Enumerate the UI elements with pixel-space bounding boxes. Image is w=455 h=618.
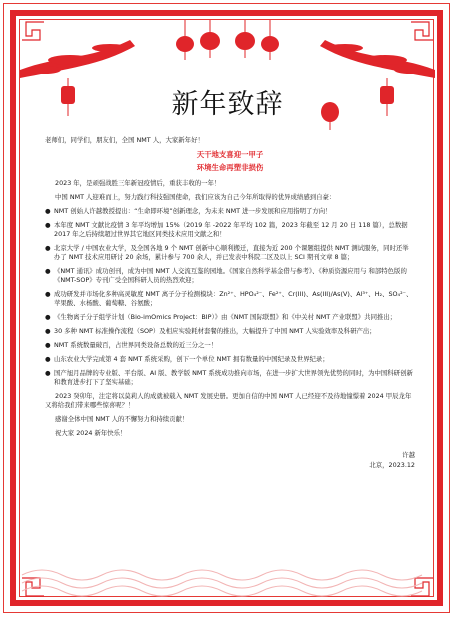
bullet-icon: ●	[45, 369, 51, 377]
bullet-icon: ●	[45, 355, 51, 363]
bullet-icon: ●	[45, 313, 51, 321]
thanks-line: 感谢全体中国 NMT 人的不懈努力和持续贡献！	[55, 415, 189, 423]
bullet-icon: ●	[45, 290, 51, 298]
pine-branch-left-icon	[20, 40, 135, 78]
list-item: ● 30 多种 NMT 标准操作流程（SOP）及相应实验耗材套餐的推出，大幅提升了中国 NMT 人实验效率及科研产出；	[45, 327, 376, 335]
list-item: ● 山东农业大学完成第 4 套 NMT 系统采购，创下一个单位 NMT 拥有数量的中国纪录及世界纪录；	[45, 355, 329, 363]
outlook-paragraph: 2023 癸卯年，注定将以莫莉人的成就被载入 NMT 发展史册。更加自信的中国 NMT 人已经迎不及待地憧憬着 2024 甲辰龙年又将给我们带来哪些惊喜呢？！	[45, 392, 412, 409]
greeting: 老师们，同学们，朋友们，全国 NMT 人，大家新年好！	[45, 136, 204, 144]
bullet-icon: ●	[45, 267, 51, 275]
bullet-icon: ●	[45, 244, 51, 252]
list-item: ● 成功研发并市场化多种高灵敏度 NMT 离子分子检测模块：Zn²⁺、HPO₄²⁻、Fe²⁺、Cr(III)、As(III)/As(V)、Al³⁺、H₂、SO₄²⁻、苹果酸、水杨酸、葡萄糖、谷氨酸；	[45, 290, 413, 307]
list-item: ● 《生物离子分子组学计划（Bio-imOmics Project：BIP）》由《NMT 国际联盟》和《中关村 NMT 产业联盟》共同推出；	[45, 313, 397, 321]
wish-line: 祝大家 2024 新年快乐！	[55, 429, 127, 437]
letter-body	[45, 136, 415, 470]
bullet-icon: ●	[45, 221, 51, 229]
intro-paragraph: 2023 年，是顽强战胜三年新冠疫情后，重获丰收的一年！	[55, 179, 221, 187]
bottom-wave-pattern	[22, 570, 422, 596]
bullet-icon: ●	[45, 327, 51, 335]
signature-place-date: 北京，2023.12	[369, 461, 415, 469]
list-item: ● 北京大学 / 中国农业大学，及全国各地 9 个 NMT 创新中心顺利搬迁，直接为近 200 个课题组提供 NMT 测试服务，同时还举办了 NMT 技术应用研讨 20 余场，累计参与 700 余人，并已发表中科院二区及以上 SCI 期刊文章 8 篇；	[45, 244, 409, 261]
pine-branch-right-icon	[320, 40, 435, 78]
subtitles	[45, 150, 415, 173]
subtitle-1: 天干地支喜迎一甲子	[196, 150, 264, 159]
signature-block	[45, 450, 415, 470]
list-item: ● 《NMT 通讯》成功创刊，成为中国 NMT 人交流互鉴的园地。《国家自然科学基金借与参考》、《种质资源应用与 和部特色版的《NMT-SOP》专刊广受全国科研人员的热烈欢迎；	[45, 267, 407, 284]
list-item: ● 国产旭月品牌的专业版、平台版、AI 版、教学版 NMT 系统成功推向市场，在进一步扩大世界领先优势的同时，为中国科研创新和教育进步打下了坚实基础；	[45, 369, 413, 386]
intro-paragraph-2: 中国 NMT 人迎难而上，努力践行科技强国使命，我们应该为自己今年所取得的优异成绩感到自豪：	[55, 193, 336, 201]
bullet-icon: ●	[45, 341, 51, 349]
signature-name: 许越	[402, 451, 415, 459]
list-item: ● NMT 系统数量破百，占世界同类设备总数的近三分之一！	[45, 341, 218, 349]
list-item: ● NMT 创始人许越教授提出：“生命即环境”创新理念，为未来 NMT 进一步发展和应用指明了方向！	[45, 207, 332, 215]
page-title: 新年致辞	[171, 89, 284, 120]
subtitle-2: 环境生命再塑非损伤	[196, 163, 264, 172]
list-item: ● 本年度 NMT 文献比疫情 3 年平均增加 15%（2019 年 -2022 年平均 102 篇，2023 年截至 12 月 20 日 118 篇），总数据 2017 年之后持续超过世界其它地区同类技术应用文献之和！	[45, 221, 408, 238]
bullet-icon: ●	[45, 207, 51, 215]
